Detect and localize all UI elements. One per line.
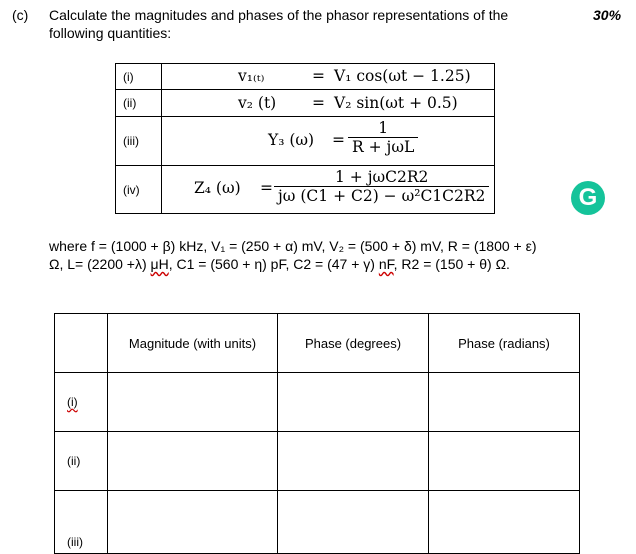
grammarly-icon-letter: G <box>578 184 598 211</box>
answer-table <box>54 313 580 554</box>
formula-table <box>115 63 495 214</box>
row-label: (iii) <box>55 491 108 554</box>
phase-degrees-cell[interactable] <box>278 432 429 491</box>
marks-label: 30% <box>593 7 622 23</box>
numerator: 1 <box>378 119 389 137</box>
question-line-1: Calculate the magnitudes and phases of the phasor representations of the <box>49 7 509 23</box>
fraction <box>348 119 418 156</box>
formula-number: (i) <box>116 64 162 90</box>
equals-sign: = <box>312 67 325 85</box>
formula-row-4 <box>162 166 495 214</box>
phase-radians-cell[interactable] <box>429 373 580 432</box>
magnitude-cell[interactable] <box>108 373 278 432</box>
phase-degrees-cell[interactable] <box>278 373 429 432</box>
question-line-2: following quantities: <box>49 25 172 41</box>
header-phase-degrees: Phase (degrees) <box>278 314 429 373</box>
formula-lhs: Z₄ (ω) <box>194 179 241 197</box>
answer-header-row <box>55 314 580 373</box>
where-text-a: Ω, L= (2200 +λ) <box>49 256 151 272</box>
phase-degrees-cell[interactable] <box>278 491 429 554</box>
where-text-c: , R2 = (150 + θ) Ω. <box>393 256 510 272</box>
equals-sign: = <box>312 94 325 112</box>
equals-sign: = <box>260 179 273 197</box>
fraction <box>274 168 489 205</box>
denominator: R + jωL <box>348 137 418 156</box>
formula-number: (iii) <box>116 117 162 166</box>
formula-number: (iv) <box>116 166 162 214</box>
numerator: 1 + jωC2R2 <box>335 168 429 186</box>
header-phase-radians: Phase (radians) <box>429 314 580 373</box>
magnitude-cell[interactable] <box>108 491 278 554</box>
formula-number: (ii) <box>116 90 162 117</box>
formula-lhs: v₁₍ₜ₎ <box>238 67 265 85</box>
table-row <box>55 373 580 432</box>
formula-row-2 <box>162 90 495 117</box>
where-text-b: , C1 = (560 + η) pF, C2 = (47 + γ) <box>168 256 379 272</box>
formula-rhs: V₂ sin(ωt + 0.5) <box>334 94 458 112</box>
formula-lhs: Y₃ (ω) <box>268 131 315 149</box>
unit-microhenry: μH <box>150 256 169 272</box>
phase-radians-cell[interactable] <box>429 491 580 554</box>
formula-row-1 <box>162 64 495 90</box>
table-row <box>55 432 580 491</box>
where-line-2 <box>49 256 510 272</box>
equals-sign: = <box>332 131 345 149</box>
table-row <box>55 491 580 554</box>
phase-radians-cell[interactable] <box>429 432 580 491</box>
row-label: (ii) <box>55 432 108 491</box>
denominator: jω (C1 + C2) − ω²C1C2R2 <box>274 186 489 205</box>
grammarly-icon[interactable] <box>571 181 605 215</box>
magnitude-cell[interactable] <box>108 432 278 491</box>
unit-nanofarad: nF <box>378 256 394 272</box>
formula-lhs: v₂ (t) <box>238 94 277 112</box>
header-cell <box>55 314 108 373</box>
row-label: (i) <box>55 373 108 432</box>
where-line-1: where f = (1000 + β) kHz, V₁ = (250 + α) mV, V₂ = (500 + δ) mV, R = (1800 + ε) <box>49 238 537 254</box>
formula-row-3 <box>162 117 495 166</box>
formula-rhs: V₁ cos(ωt − 1.25) <box>334 67 471 85</box>
header-magnitude: Magnitude (with units) <box>108 314 278 373</box>
question-label: (c) <box>12 7 29 23</box>
